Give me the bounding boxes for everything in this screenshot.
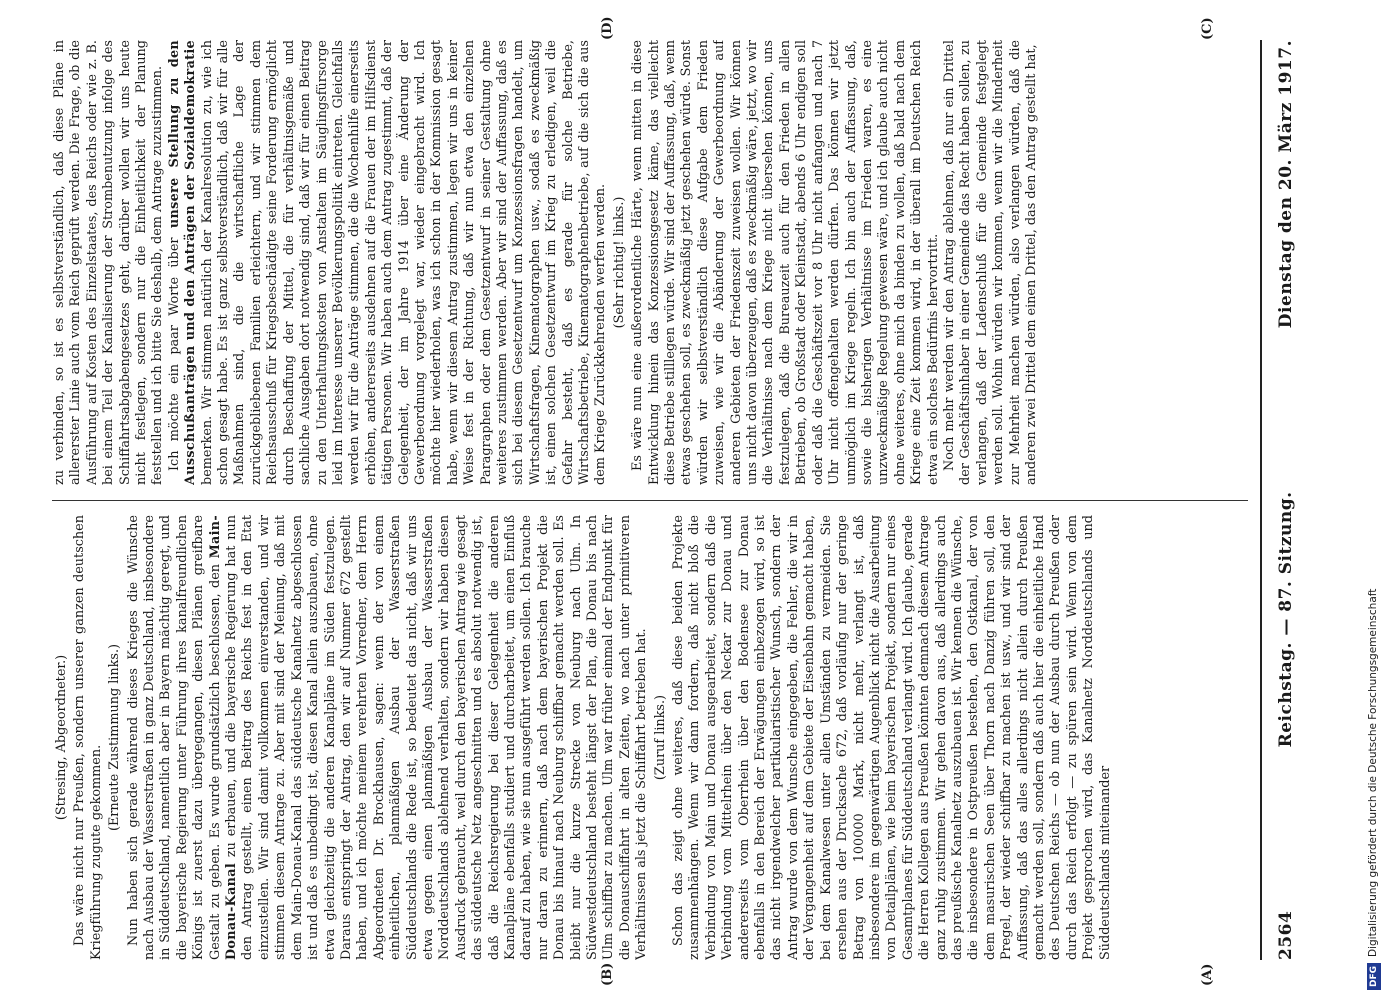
- margin-marker-b: (B): [600, 962, 615, 986]
- footer-text-row: [1361, 0, 1383, 1000]
- margin-marker-a: (A): [1200, 963, 1215, 986]
- left-column: [52, 515, 1248, 960]
- page-number: 2564: [1276, 910, 1296, 960]
- paragraph-text: Ich möchte ein paar Worte über: [166, 237, 182, 471]
- session-title: Reichstag. — 87. Sitzung.: [1276, 491, 1296, 748]
- interjection: (Erneute Zustimmung links.): [107, 643, 123, 832]
- paragraph: [167, 40, 610, 485]
- emphasis-main-donau-kanal: Main-Donau-Kanal: [207, 515, 240, 960]
- column-divider: [52, 500, 1248, 501]
- margin-marker-c: (C): [1200, 17, 1215, 40]
- paragraph: Es wäre nun eine außerordentliche Härte, wenn mitten in diese Entwicklung hinein das Konzessionsgesetz käme, das vielleicht diese Betriebe stilllegen würde. Wir sind der Auffassung, daß, wenn etwas geschehen soll, es zweckmäßig jetzt geschehen würde. Sonst würden wir selbstverständlich diese Aufgabe dem Frieden zuweisen, wie wir die Abänderung der Gewerbeordnung auf anderen Gebieten der Friedenszeit zuweisen wollen. Wir können uns nicht davon überzeugen, daß es zweckmäßig wäre, jetzt, wo wir die Verhältnisse nach dem Kriege nicht übersehen können, uns festzulegen, daß die Bureauzeit auch für den Frieden in allen Betrieben, ob Großstadt oder Kleinstadt, abends 6 Uhr endigen soll oder daß die Geschäftszeit vor 8 Uhr nicht anfangen und nach 7 Uhr nicht offengehalten werden dürfen. Das können wir jetzt unmöglich im Kriege regeln. Ich bin auch der Auffassung, daß, sowie die bisherigen Verhältnisse im Frieden waren, es eine unzweckmäßige Regelung gewesen wäre, und ich glaube auch nicht ohne weiteres, ohne mich da binden zu wollen, daß bald nach dem Kriege eine Zeit kommen wird, in der überall im Deutschen Reich etwa ein solches Bedürfnis hervortritt.: [630, 40, 941, 485]
- paragraph: Noch mehr werden wir den Antrag ablehnen, daß nur ein Drittel der Geschäftsinhaber in einer Gemeinde das Recht haben sollen, zu verlangen, daß der Ladenschluß für die Gemeinde festgelegt werden soll. Wohin würden wir kommen, wenn wir die Minderheit zur Mehrheit machen würden, also verlangen würden, daß die anderen zwei Drittel dem einen Drittel, das den Antrag gestellt hat,: [941, 40, 1039, 485]
- paragraph: Schon das zeigt ohne weiteres, daß diese beiden Projekte zusammenhängen. Wenn wir dann fordern, daß nicht bloß die Verbindung von Main und Donau ausgearbeitet, sondern daß die Verbindung vom Mittelrhein über den Neckar zur Donau und andererseits vom Oberrhein über den Bodensee zur Donau ebenfalls in den Bereich der Erwägungen einbezogen wird, so ist das nicht irgendwelcher partikularistischer Wunsch, sondern der Antrag wurde von dem Wunsche eingegeben, die Fehler, die wir in der Vergangenheit auf dem Gebiete der Eisenbahn gemacht haben, bei dem Kanalwesen unter allen Umständen zu vermeiden. Sie ersehen aus der Drucksache 672, daß vorläufig nur der geringe Betrag von 100000 Mark, nicht mehr, verlangt ist, daß insbesondere im gegenwärtigen Augenblick nicht die Ausarbeitung von Detailplänen, wie beim bayerischen Projekt, sondern nur eines Gesamtplanes für Süddeutschland verlangt wird. Ich glaube, gerade die Herren Kollegen aus Preußen könnten demnach diesem Antrage ganz ruhig zustimmen. Wir gehen davon aus, daß allerdings auch das preußische Kanalnetz auszubauen ist. Wir kennen die Wünsche, die insbesondere in Ostpreußen bestehen, den Ostkanal, der von dem masurischen Seen über Thorn nach Danzig führen soll, den Pregel, der wieder schiffbar zu machen ist usw., und wir sind der Auffassung, daß das alles allerdings nicht allein durch Preußen gemacht werden soll, sondern daß auch hier die einheitliche Hand des Deutschen Reichs — ob nun der Ausbau durch Preußen oder durch das Reich erfolgt — zu spüren sein wird. Wenn von dem Projekt gesprochen wird, das Kanalnetz Norddeutschlands und Süddeutschlands miteinander: [671, 515, 1113, 960]
- emphasis-stellung: unsere Stellung zu den Ausschußanträgen und den Anträgen der Sozialdemokratie: [166, 40, 199, 485]
- margin-marker-d: (D): [600, 16, 615, 40]
- header-rule: [1260, 40, 1262, 960]
- interjection: (Sehr richtig! links.): [611, 196, 627, 329]
- paragraph-text: zu erbauen, und die bayerische Regierung hat nun den Antrag gestellt, einen Beitrag des Reichs fest in den Etat einzustellen. Wir sind damit vollkommen einverstanden, und wir stimmen diesem Antrage zu. Aber mit sind der Meinung, daß mit dem Main-Donau-Kanal das süddeutsche Kanalnetz abgeschlossen ist und daß es unbedingt ist, diesen Kanal allein auszubauen, ohne etwa gleichzeitig die anderen Kanalpläne im Süden festzulegen. Daraus entspringt der Antrag, den wir auf Nummer 672 gestellt haben, und ich möchte meinem verehrten Vorredner, dem Herrn Abgeordneten Dr. Brockhausen, sagen: wenn der von einem einheitlichen, planmäßigen Ausbau der Wasserstraßen Süddeutschlands die Rede ist, so bedeutet das nicht, daß wir uns etwa gegen einen planmäßigen Ausbau der Wasserstraßen Norddeutschlands ablehnend verhalten, sondern wir haben diesen Ausdruck gebraucht, weil durch den bayerischen Antrag wie gesagt das süddeutsche Netz angeschnitten und es absolut notwendig ist, daß die Reichsregierung bei dieser Gelegenheit die anderen Kanalpläne ebenfalls studiert und durcharbeitet, um einen Einfluß darauf zu haben, wie sie nun ausgeführt werden sollen. Ich brauche nur daran zu erinnern, daß nach dem bayerischen Projekt die Donau bis hinauf nach Neuburg schiffbar gemacht werden soll. Es bleibt nur die kurze Strecke von Neuburg nach Ulm. In Südwestdeutschland besteht längst der Plan, die Donau bis nach Ulm schiffbar zu machen. Ulm war früher einmal der Endpunkt für die Donauschiffahrt in alten Zeiten, wo nach unter primitiveren Verhältnissen als jetzt die Schiffahrt betrieben hat.: [224, 515, 650, 960]
- paragraph: [126, 515, 651, 960]
- session-date: Dienstag den 20. März 1917.: [1276, 40, 1296, 329]
- dfg-logo: DFG: [1367, 963, 1381, 990]
- paragraph: Das wäre nicht nur Preußen, sondern unserer ganzen deutschen Kriegführung zugute gekommen.: [72, 515, 104, 960]
- right-column: [52, 40, 1248, 485]
- paragraph: zu verbinden, so ist es selbstverständlich, daß diese Pläne in allererster Linie auch vom Reich geprüft werden. Die Frage, ob die Ausführung auf Kosten des Einzelstaates, des Reichs oder wie z. B. bei einem Teil der Kanalisierung der Strombenutzung infolge des Schiffahrtsabgabengesetzes geht, darüber wollen wir uns heute nicht festlegen, sondern nur die Einheitlichkeit der Planung feststellen und ich bitte Sie deshalb, dem Antrage zuzustimmen.: [52, 40, 166, 485]
- page-header: [1266, 40, 1306, 960]
- footer-credit: Digitalisierung gefördert durch die Deutsche Forschungsgemeinschaft: [1367, 588, 1379, 957]
- interjection: (Zuruf links.): [652, 694, 668, 781]
- digitization-footer: [1358, 0, 1383, 1000]
- speaker-label: (Stresing, Abgeordneter.): [54, 654, 69, 821]
- paragraph-text: Nun haben sich gerade während dieses Krieges die Wünsche nach Ausbau der Wasserstraßen in ganz Deutschland, insbesondere in Süddeutschland, namentlich aber in Bayern mächtig geregt, und die bayerische Regierung unter Führung ihres kanalfreundlichen Königs ist zuerst dazu übergegangen, diesen Plänen greifbare Gestalt zu geben. Es wurde grundsätzlich beschlossen, den: [125, 515, 223, 960]
- paragraph-text: bemerken. Wir stimmen natürlich der Kanalresolution zu, wie ich schon gesagt habe. Es ist ganz selbstverständlich, daß wir für alle Maßnahmen sind, die die wirtschaftliche Lage der zurückgebliebenen Familien erleichtern, und wir stimmen dem Reichsausschuß für Kriegsbeschädigte seine Forderung ermöglicht durch Beschaffung der Mittel, die für verhältnisgemäße und sachliche Ausgaben dort notwendig sind, daß wir für einen Beitrag zu den Unterhaltungskosten von Anstalten im Säuglingsfürsorge leid im Interesse unserer Bevölkerungspolitik eintreten. Gleichfalls werden wir für die Anträge stimmen, die die Wochenhilfe einerseits erhöhen, andererseits ausdehnen auf die Frauen der im Hilfsdienst tätigen Personen. Wir haben auch dem Antrag zugestimmt, daß der Gelegenheit, der im Jahre 1914 über eine Änderung der Gewerbeordnung vorgelegt war, wieder eingebracht wird. Ich möchte hier wiederholen, was ich schon in der Kommission gesagt habe, wenn wir diesem Antrag zustimmen, legen wir uns in keiner Weise fest in der Richtung, daß wir nun etwa den einzelnen Paragraphen oder dem Gesetzentwurf in seiner Gestaltung ohne weiteres zustimmen werden. Aber wir sind der Auffassung, daß es sich bei diesem Gesetzentwurf um Konzessionsfragen handelt, um Wirtschaftsfragen, Kinematographen usw., sodaß es zweckmäßig ist, einen solchen Gesetzentwurf im Krieg zu erledigen, weil die Gefahr besteht, daß es gerade für solche Betriebe, Wirtschaftsbetriebe, Kinematographenbetriebe, auf die sich die aus dem Kriege Zurückkehrenden werfen werden.: [199, 40, 609, 485]
